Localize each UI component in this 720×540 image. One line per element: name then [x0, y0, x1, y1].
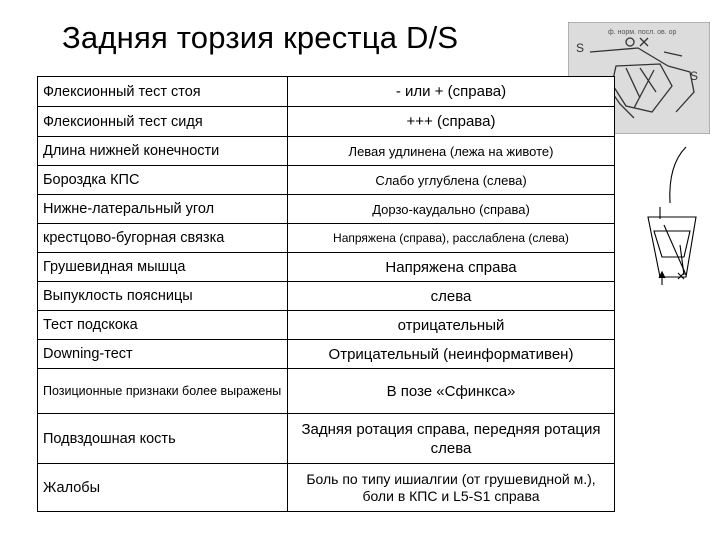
table-row — [38, 464, 615, 512]
table-row — [38, 137, 615, 166]
row-key: Выпуклость поясницы — [38, 282, 288, 311]
photo-top-text: ф. норм. посл. ов. ор — [608, 29, 677, 36]
table-row — [38, 166, 615, 195]
row-value: В позе «Сфинкса» — [288, 369, 615, 414]
table-row — [38, 253, 615, 282]
row-value: Слабо углублена (слева) — [288, 166, 615, 195]
table-row — [38, 369, 615, 414]
row-value: +++ (справа) — [288, 107, 615, 137]
row-key: Длина нижней конечности — [38, 137, 288, 166]
row-value: Левая удлинена (лежа на животе) — [288, 137, 615, 166]
sacrum-line-diagram — [640, 145, 720, 305]
row-key: Жалобы — [38, 464, 288, 512]
table-row — [38, 282, 615, 311]
photo-left-mark: S — [576, 41, 585, 55]
table-row — [38, 77, 615, 107]
row-key: Бороздка КПС — [38, 166, 288, 195]
table-row — [38, 195, 615, 224]
row-value: Напряжена справа — [288, 253, 615, 282]
table-row — [38, 311, 615, 340]
photo-right-mark: S — [690, 69, 699, 83]
row-value: Дорзо-каудально (справа) — [288, 195, 615, 224]
row-value: Напряжена (справа), расслаблена (слева) — [288, 224, 615, 253]
row-value: отрицательный — [288, 311, 615, 340]
row-key: Нижне-латеральный угол — [38, 195, 288, 224]
row-key: крестцово-бугорная связка — [38, 224, 288, 253]
row-key: Флексионный тест стоя — [38, 77, 288, 107]
table-row — [38, 107, 615, 137]
row-value: - или + (справа) — [288, 77, 615, 107]
row-value: слева — [288, 282, 615, 311]
row-key: Тест подскока — [38, 311, 288, 340]
row-value: Отрицательный (неинформативен) — [288, 340, 615, 369]
row-key: Флексионный тест сидя — [38, 107, 288, 137]
table-row — [38, 224, 615, 253]
slide-title: Задняя торзия крестца D/S — [62, 20, 459, 55]
row-key: Позиционные признаки более выражены — [38, 369, 288, 414]
row-value: Боль по типу ишиалгии (от грушевидной м.), боли в КПС и L5-S1 справа — [288, 464, 615, 512]
row-value: Задняя ротация справа, передняя ротация слева — [288, 414, 615, 464]
row-key: Грушевидная мышца — [38, 253, 288, 282]
row-key: Downing-тест — [38, 340, 288, 369]
row-key: Подвздошная кость — [38, 414, 288, 464]
table-row — [38, 414, 615, 464]
findings-table — [37, 76, 615, 512]
table-row — [38, 340, 615, 369]
